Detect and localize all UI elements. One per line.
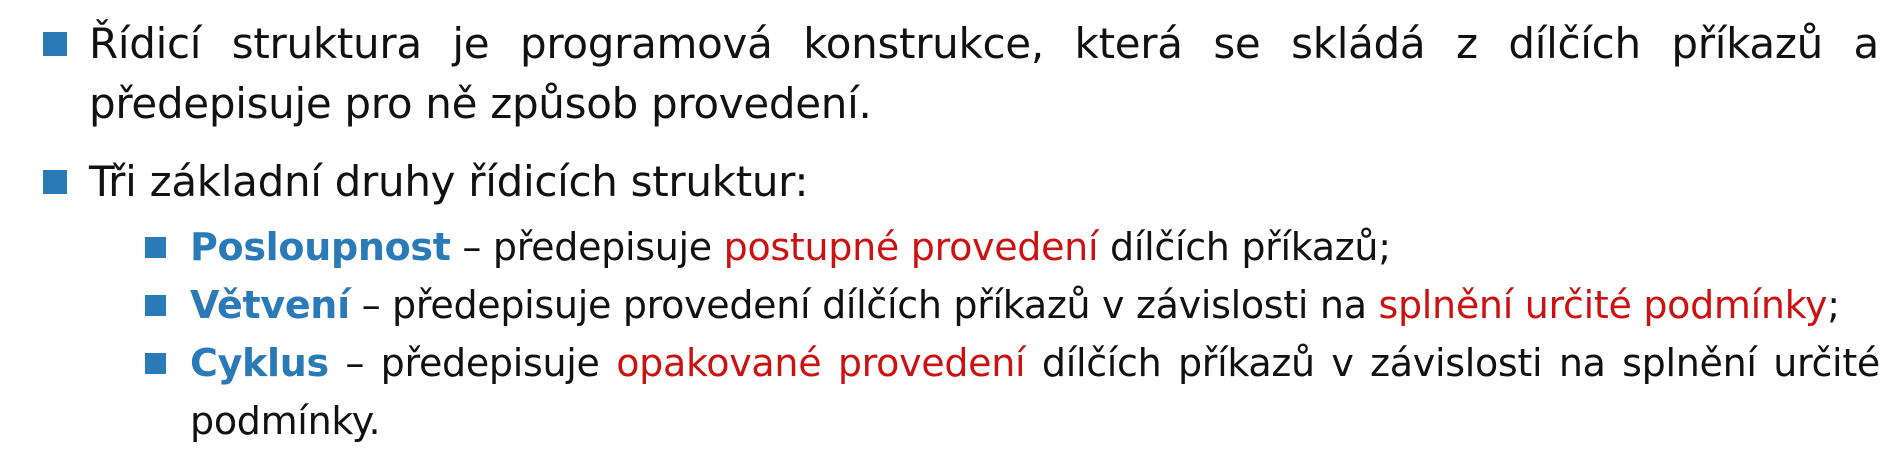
sub-item-text: – předepisuje: [450, 225, 724, 269]
highlight-text: opakované provedení: [616, 341, 1026, 385]
list-item-types-heading: Tři základní druhy řídicích struktur:: [89, 157, 809, 206]
term-cyklus: Cyklus: [190, 341, 329, 385]
sub-item-text: dílčích příkazů;: [1098, 225, 1391, 269]
term-vetveni: Větvení: [190, 283, 350, 327]
bullet-square-icon: [43, 32, 67, 56]
list-item-definition: Řídicí struktura je programová konstrukce, která se skládá z dílčích příkazů a předepisuje pro ně způsob provedení.: [89, 19, 1879, 128]
sub-bullet-square-icon: [145, 237, 166, 258]
sub-item-vetveni: [190, 276, 1880, 334]
sub-item-cyklus: [190, 334, 1880, 450]
term-posloupnost: Posloupnost: [190, 225, 451, 269]
sub-bullet-square-icon: [145, 353, 166, 374]
sub-item-posloupnost: [190, 218, 1880, 276]
sub-item-text: dílčích příkazů v závislosti na splnění určité podmínky.: [190, 341, 1880, 443]
sub-bullet-square-icon: [145, 295, 166, 316]
sub-item-text: ;: [1827, 283, 1840, 327]
highlight-text: postupné provedení: [723, 225, 1099, 269]
bullet-square-icon: [43, 170, 67, 194]
sub-item-text: – předepisuje: [328, 341, 617, 385]
highlight-text: splnění určité podmínky: [1378, 283, 1828, 327]
sub-item-text: – předepisuje provedení dílčích příkazů v závislosti na: [349, 283, 1379, 327]
